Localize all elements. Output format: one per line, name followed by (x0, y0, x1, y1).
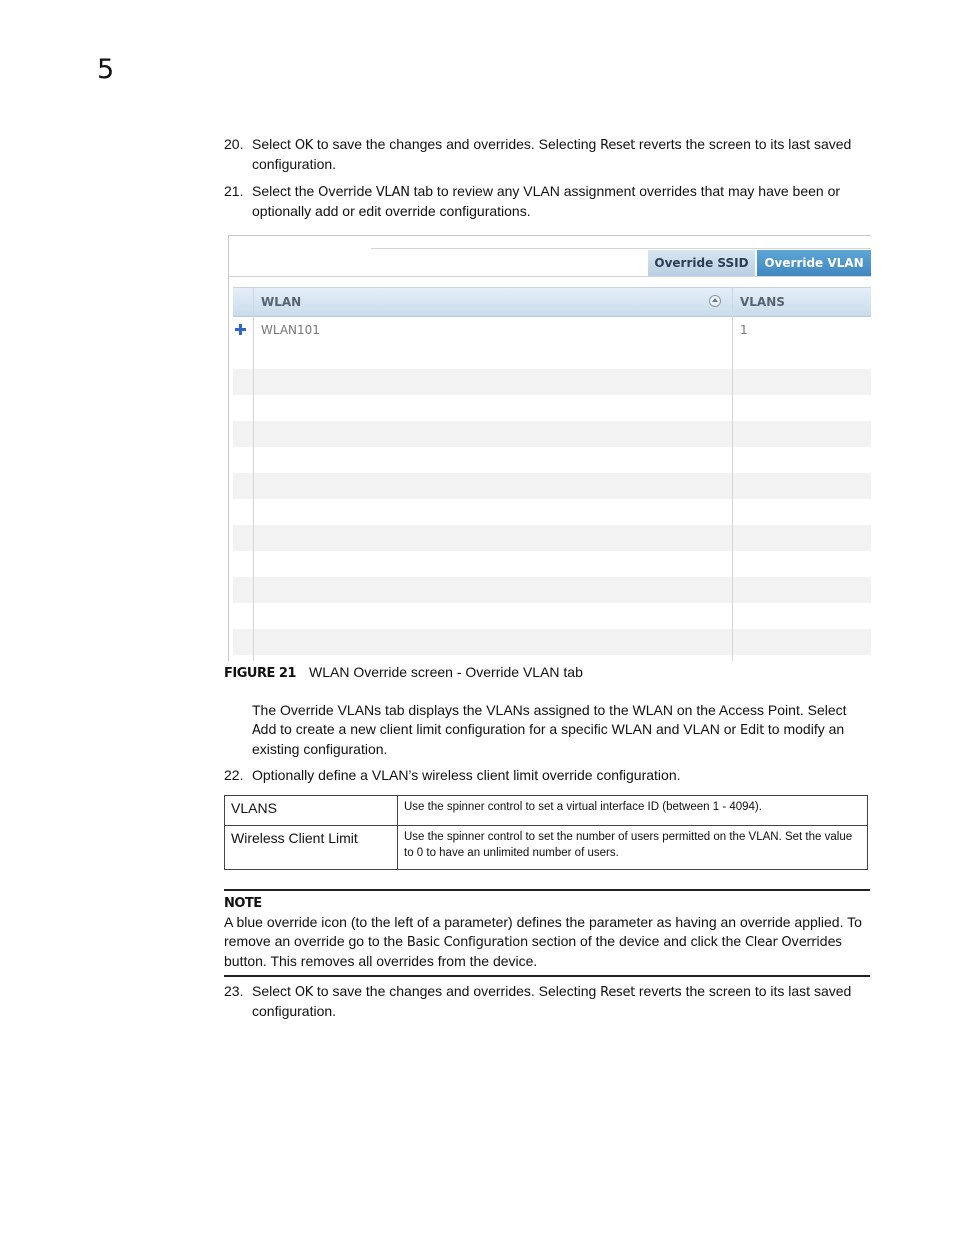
text-run: Select (252, 983, 295, 999)
text-run: to save the changes and overrides. Selecting (312, 983, 601, 999)
table-row-empty (233, 525, 871, 551)
table-row-empty (233, 577, 871, 603)
text-run: The Override VLANs tab displays the VLANs assigned to the WLAN on the Access Point. Select (252, 702, 847, 718)
note-title: NOTE (224, 896, 262, 911)
basic-configuration-label: Basic Configuration (406, 935, 528, 950)
table-row (225, 826, 868, 870)
step-text (252, 182, 870, 221)
parameter-description: Use the spinner control to set the number of users permitted on the VLAN. Set the value to 0 to have an unlimited number of users. (398, 826, 868, 870)
step-text (252, 982, 870, 1021)
table-row-empty (233, 603, 871, 629)
note-text (224, 913, 870, 971)
text-run: reverts the screen to its last saved configuration. (252, 983, 852, 1019)
reset-label: Reset (600, 985, 635, 1000)
tab-bar-divider (229, 276, 871, 277)
table-row-empty (233, 629, 871, 655)
table-row[interactable] (233, 317, 871, 343)
edit-label: Edit (740, 723, 765, 738)
parameter-table (224, 795, 868, 870)
step-number: 22. (224, 767, 244, 783)
vlans-cell: 1 (740, 323, 748, 337)
ok-label: OK (294, 138, 313, 153)
step-text: Optionally define a VLAN’s wireless client limit override configuration. (252, 767, 681, 783)
tab-override-ssid[interactable]: Override SSID (648, 250, 755, 276)
figure-caption (224, 663, 583, 683)
override-vlan-label: Override VLAN (318, 185, 410, 200)
column-divider (253, 287, 254, 661)
text-run: tab to review any VLAN assignment overrides that may have been or optionally add or edit override configurations. (252, 183, 841, 219)
chapter-number: 5 (97, 54, 115, 85)
sort-ascending-icon[interactable] (709, 295, 721, 307)
table-row-empty (233, 343, 871, 369)
text-run: to modify an existing configuration. (252, 721, 845, 757)
step-20 (224, 135, 870, 174)
text-run: to create a new client limit configuration for a specific WLAN and VLAN or (276, 721, 741, 737)
text-run: button. This removes all overrides from the device. (224, 953, 538, 969)
figure-caption-text: WLAN Override screen - Override VLAN tab (309, 664, 583, 680)
table-header (233, 287, 871, 317)
parameter-name: Wireless Client Limit (225, 826, 398, 870)
text-run: A blue override icon (to the left of a parameter) defines the parameter as having an override applied. To remove an override go to the (224, 914, 862, 949)
table-row-empty (233, 473, 871, 499)
parameter-description: Use the spinner control to set a virtual interface ID (between 1 - 4094). (398, 796, 868, 826)
tab-override-vlan[interactable]: Override VLAN (757, 250, 871, 276)
table-row (225, 796, 868, 826)
table-row-empty (233, 499, 871, 525)
column-header-wlan[interactable]: WLAN (261, 295, 302, 309)
table-row-empty (233, 395, 871, 421)
column-header-vlans[interactable]: VLANS (740, 295, 785, 309)
text-run: Select the (252, 183, 319, 199)
step-22 (224, 766, 870, 785)
text-run: to save the changes and overrides. Selecting (312, 136, 601, 152)
override-plus-icon[interactable] (235, 324, 246, 335)
text-run: Select (252, 136, 295, 152)
vlan-override-table (233, 287, 871, 661)
text-run: section of the device and click the (527, 933, 746, 949)
step-number: 23. (224, 983, 244, 999)
wlan-cell: WLAN101 (261, 323, 320, 337)
table-row-empty (233, 421, 871, 447)
text-run: reverts the screen to its last saved configuration. (252, 136, 852, 172)
step-23 (224, 982, 870, 1021)
table-row-empty (233, 551, 871, 577)
ok-label: OK (294, 985, 313, 1000)
description-paragraph (252, 701, 872, 759)
column-divider (732, 287, 733, 661)
table-row-empty (233, 447, 871, 473)
override-vlan-screenshot (228, 235, 871, 661)
table-row-empty (233, 369, 871, 395)
reset-label: Reset (600, 138, 635, 153)
step-21 (224, 182, 870, 221)
clear-overrides-label: Clear Overrides (745, 935, 842, 950)
figure-label: FIGURE 21 (224, 666, 296, 681)
header-divider (371, 248, 871, 249)
step-text (252, 135, 870, 174)
add-label: Add (252, 723, 277, 738)
step-number: 20. (224, 136, 244, 152)
parameter-name: VLANS (225, 796, 398, 826)
note-box (224, 889, 870, 977)
step-number: 21. (224, 183, 244, 199)
